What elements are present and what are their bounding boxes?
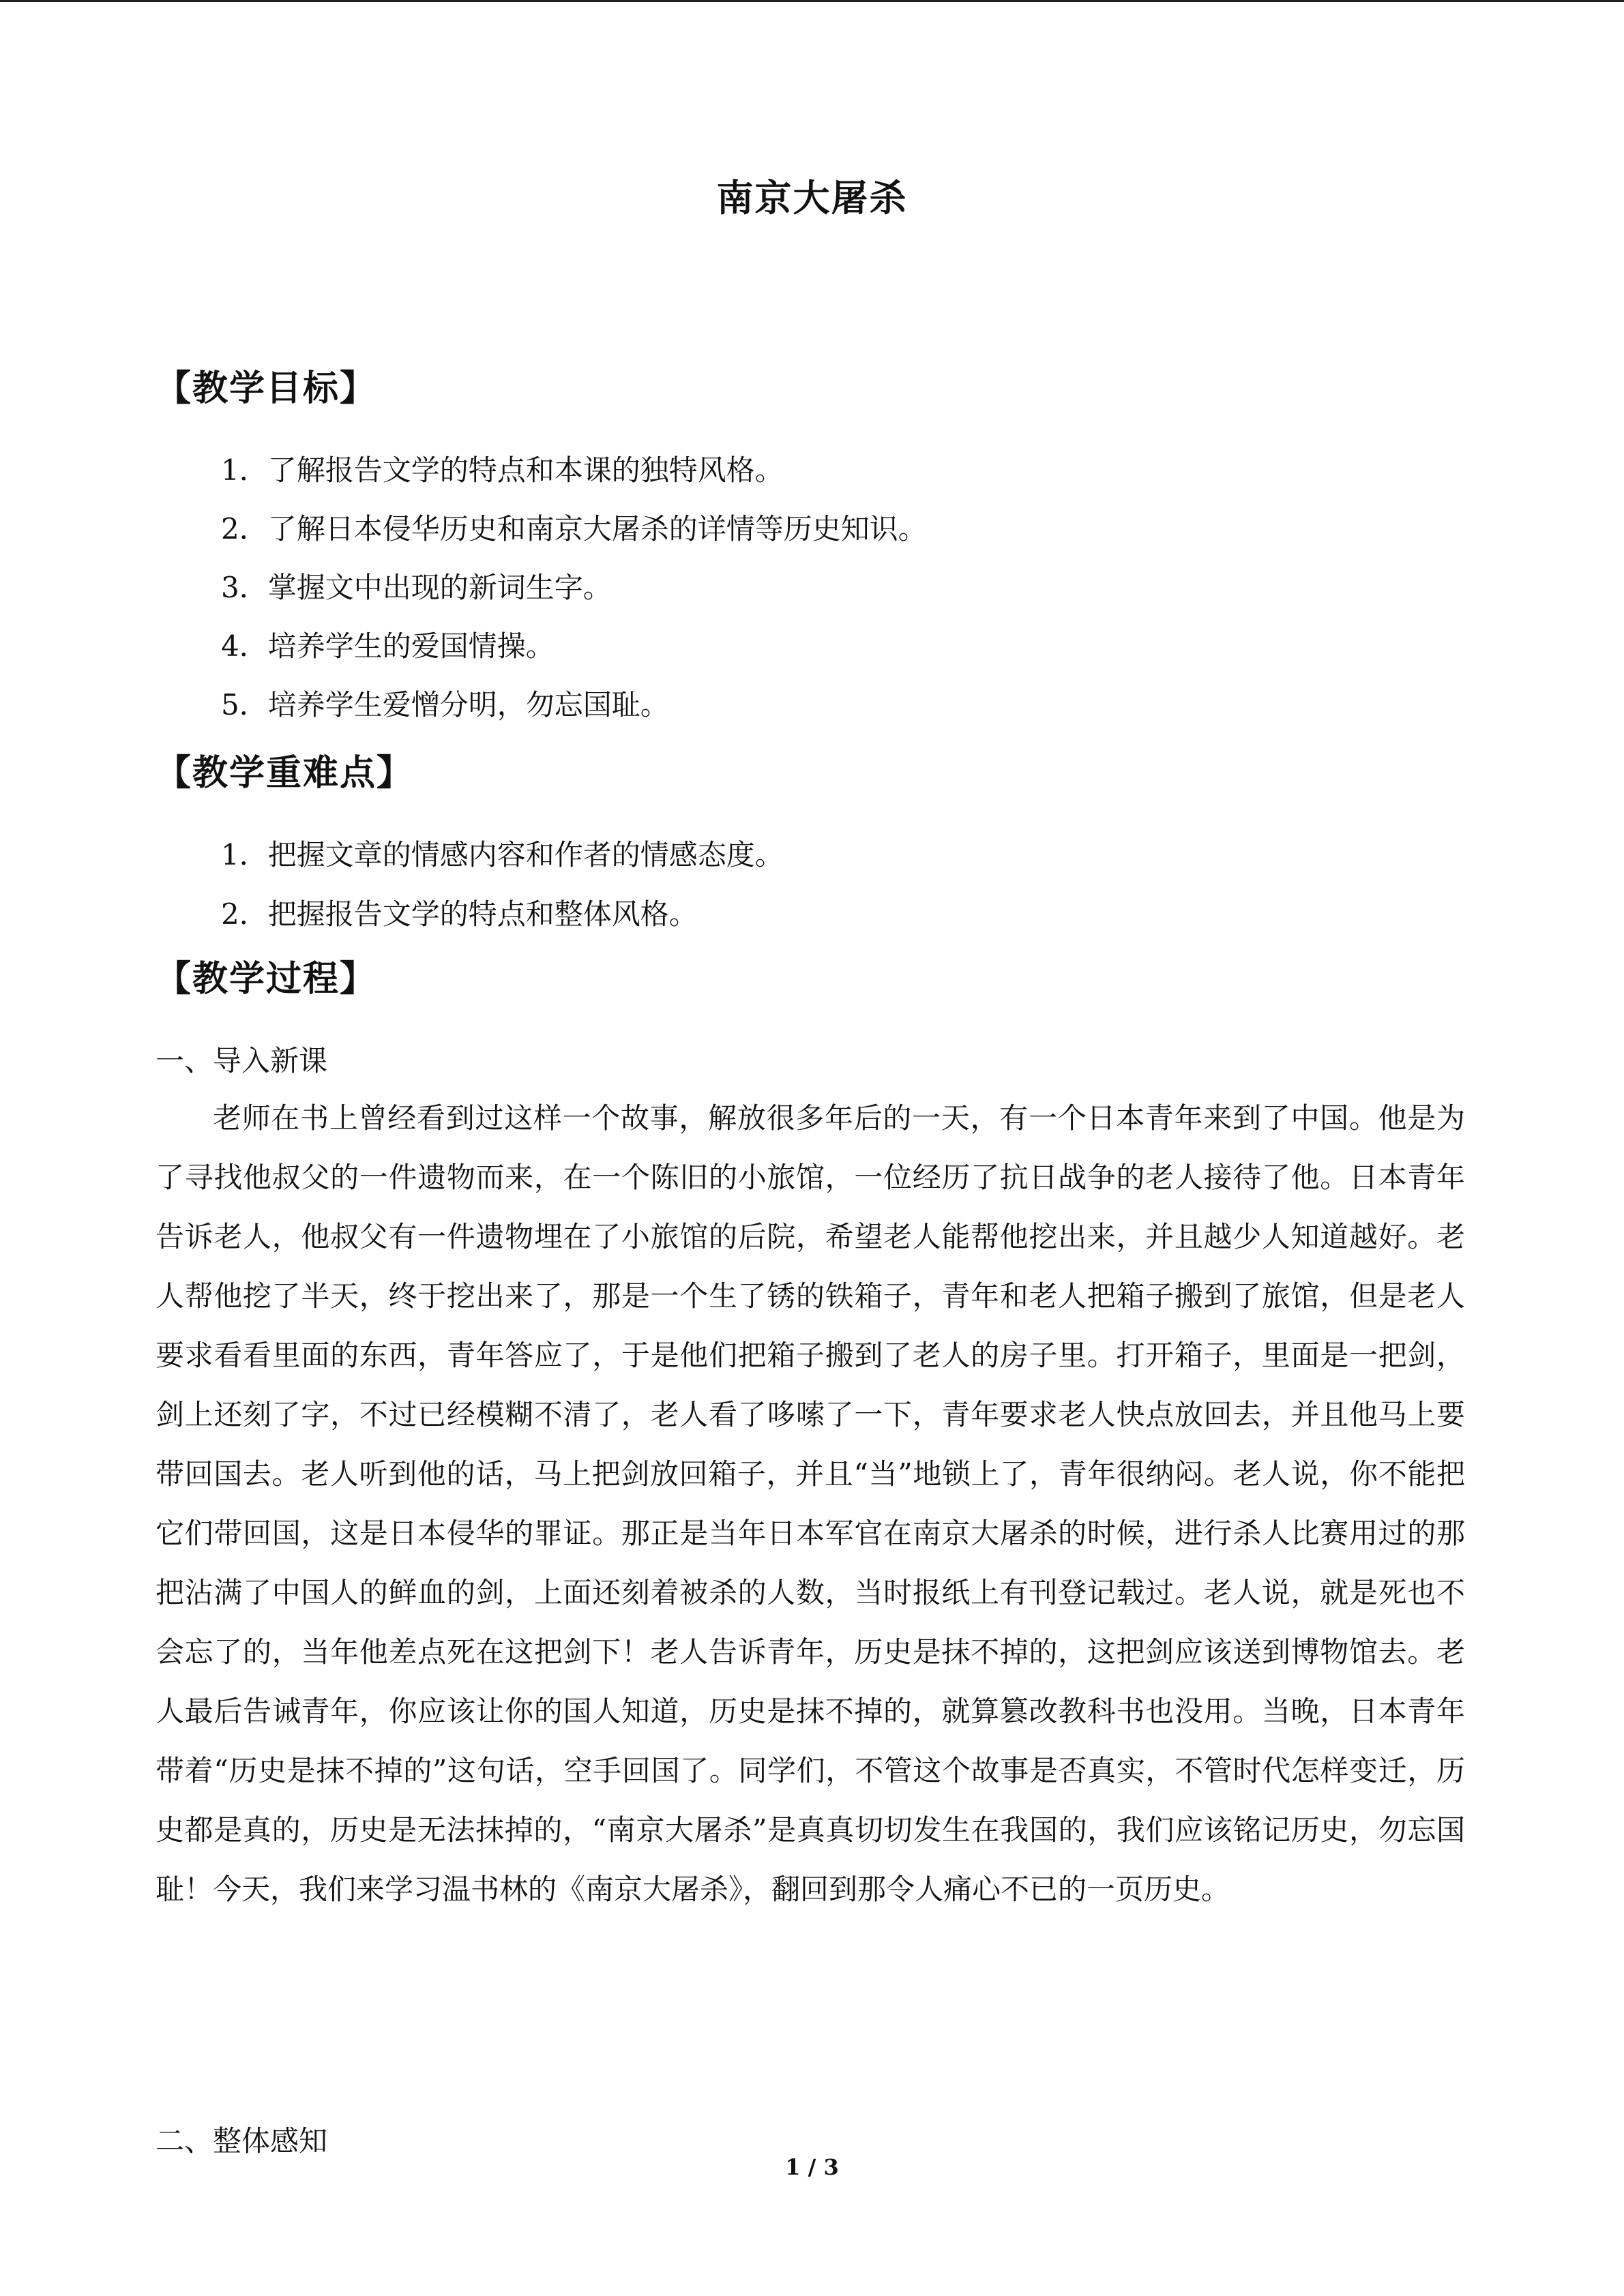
section-heading-process: 【教学过程】	[156, 958, 377, 1000]
section-heading-key-points: 【教学重难点】	[156, 752, 414, 794]
objective-item-2: 2．了解日本侵华历史和南京大屠杀的详情等历史知识。	[221, 512, 927, 546]
step-2-title: 二、整体感知	[156, 2124, 328, 2158]
objective-item-5: 5．培养学生爱憎分明，勿忘国耻。	[221, 688, 669, 721]
step-1-title: 一、导入新课	[156, 1044, 328, 1077]
step-1-paragraph: 老师在书上曾经看到过这样一个故事，解放很多年后的一天，有一个日本青年来到了中国。他是为了寻找他叔父的一件遗物而来，在一个陈旧的小旅馆，一位经历了抗日战争的老人接待了他。日本青年告诉老人，他叔父有一件遗物埋在了小旅馆的后院，希望老人能帮他挖出来，并且越少人知道越好。老人帮他挖了半天，终于挖出来了，那是一个生了锈的铁箱子，青年和老人把箱子搬到了旅馆，但是老人要求看看里面的东西，青年答应了，于是他们把箱子搬到了老人的房子里。打开箱子，里面是一把剑，剑上还刻了字，不过已经模糊不清了，老人看了哆嗦了一下，青年要求老人快点放回去，并且他马上要带回国去。老人听到他的话，马上把剑放回箱子，并且“当”地锁上了，青年很纳闷。老人说，你不能把它们带回国，这是日本侵华的罪证。那正是当年日本军官在南京大屠杀的时候，进行杀人比赛用过的那把沾满了中国人的鲜血的剑，上面还刻着被杀的人数，当时报纸上有刊登记载过。老人说，就是死也不会忘了的，当年他差点死在这把剑下！老人告诉青年，历史是抹不掉的，这把剑应该送到博物馆去。老人最后告诫青年，你应该让你的国人知道，历史是抹不掉的，就算篡改教科书也没用。当晚，日本青年带着“历史是抹不掉的”这句话，空手回国了。同学们，不管这个故事是否真实，不管时代怎样变迁，历史都是真的，历史是无法抹掉的，“南京大屠杀”是真真切切发生在我国的，我们应该铭记历史，勿忘国耻！今天，我们来学习温书林的《南京大屠杀》，翻回到那令人痛心不已的一页历史。	[156, 1101, 1465, 1906]
objective-item-1: 1．了解报告文学的特点和本课的独特风格。	[221, 453, 784, 487]
key-point-item-2: 2．把握报告文学的特点和整体风格。	[221, 897, 698, 931]
section-heading-objectives: 【教学目标】	[156, 368, 377, 409]
page-title: 南京大屠杀	[716, 176, 908, 220]
objective-item-3: 3．掌握文中出现的新词生字。	[221, 571, 612, 604]
page-number: 1 / 3	[785, 2154, 839, 2180]
key-point-item-1: 1．把握文章的情感内容和作者的情感态度。	[221, 838, 784, 871]
top-border-line	[0, 0, 1624, 2]
objective-item-4: 4．培养学生的爱国情操。	[221, 629, 555, 663]
